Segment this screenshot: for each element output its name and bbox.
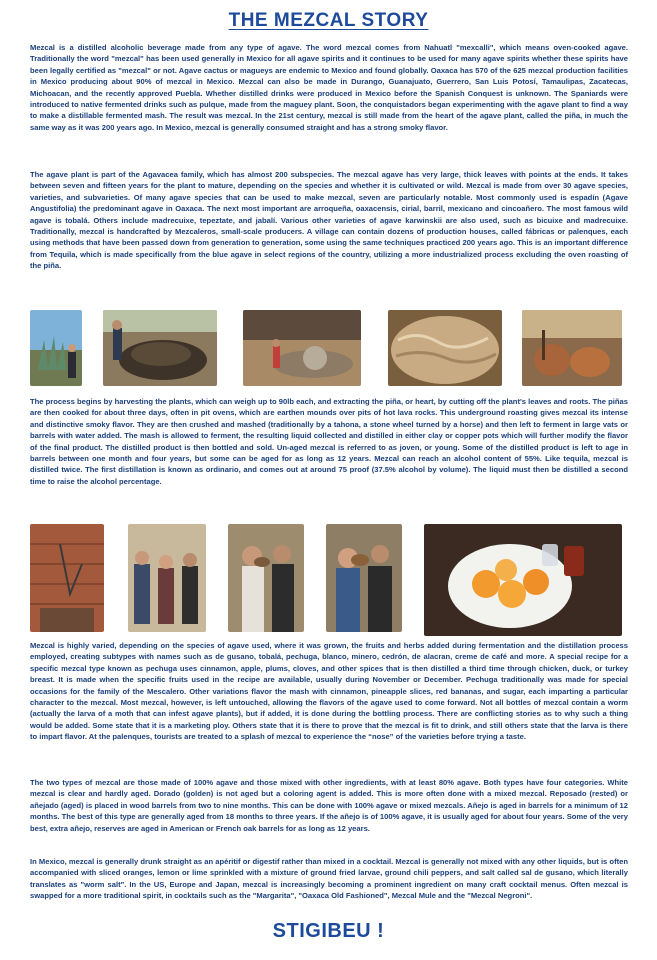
paragraph-types: The two types of mezcal are those made of 100% agave and those mixed with other ingredients, with at least 80% agave. Both types have four categories. White mezcal is clear and hardly aged. Dorado (golden) is not aged but a coloring agent is added. This is more often done with a mixed mezcal. Reposado (rested) or añejado (aged) is placed in wood barrels from two to nine months. This can be done with 100% agave or mixed mezcals. Añejo is aged in barrels for a minimum of 12 months. The best of this type are generally aged from 18 months to three years. If the añejo is of 100% agave, it is usually aged for about four years. Some of the very best, extra añejo, reserves are aged in American or French oak barrels for as long as 12 years. bbox=[30, 778, 628, 833]
paragraph-serving: In Mexico, mezcal is generally drunk straight as an apéritif or digestif rather than mixed in a cocktail. Mezcal is generally not mixed with any other liquids, but is often accompanied with sliced oranges, lemon or lime sprinkled with a mixture of ground fried larvae, ground chili peppers, and salt called sal de gusano, which literally translates as "worm salt". In the US, Europe and Japan, mezcal is increasingly becoming a prominent ingredient on many craft cocktail menus. Often mezcal is swapped for a more traditional spirit, in cocktails such as the "Margarita", "Oaxaca Old Fashioned", Mezcal Mule and the "Mezcal Negroni". bbox=[30, 857, 628, 901]
photo-orange-plate bbox=[424, 524, 622, 636]
paragraph-intro: Mezcal is a distilled alcoholic beverage made from any type of agave. The word mezcal comes from Nahuatl "mexcalli", which means oven-cooked agave. Traditionally the word "mezcal" has been used generally in Mexico for all agave spirits and it continues to be used for many agave spirits whether these spirits have been legally certified as "mezcal" or not. Agave cactus or magueys are endemic to Mexico and found globally. Oaxaca has 570 of the 625 mezcal production facilities in Mexico producing about 90% of mezcal in Mexico. Mezcal can also be made in Durango, Guanajuato, Guerrero, San Luis Potosí, Tamaulipas, Zacatecas, Michoacan, and the recently approved Puebla. Whether distilled drinks were produced in Mexico before the Spanish Conquest is unknown. The Spaniards were introduced to native fermented drinks such as pulque, made from the maguey plant. Soon, the conquistadors began experimenting with the agave plant to find a way to make a distillable fermented mash. The result was mezcal. In the 21st century, mezcal is still made from the heart of the agave plant, called the piña, in much the same way as it was 200 years ago. In Mexico, mezcal is generally consumed straight and has a strong smoky flavor. bbox=[30, 43, 628, 132]
photo-tasting-cup bbox=[228, 524, 304, 632]
photo-clay-pots bbox=[522, 310, 622, 386]
photo-stills bbox=[30, 524, 104, 632]
photo-drinking-gourd bbox=[326, 524, 402, 632]
photo-agave-field bbox=[30, 310, 82, 386]
page-title: THE MEZCAL STORY bbox=[228, 10, 429, 31]
photo-pit-oven bbox=[103, 310, 217, 386]
paragraph-varieties: Mezcal is highly varied, depending on the species of agave used, where it was grown, the fruits and herbs added during fermentation and the distillation process employed, creating subtypes with names such as de gusano, tobalá, pechuga, blanco, minero, cedrón, de alacran, creme de café and more. A special recipe for a specific mezcal type known as pechuga uses cinnamon, apple, plums, cloves, and other spices that is then distilled a third time through chicken, duck, or turkey breast. It is made when the specific fruits used in the recipe are available, usually during November or December. Pechuga traditionally was made for special occasions for the family of the Mescalero. Other variations flavor the mash with cinnamon, pineapple slices, red bananas, and sugar, each imparting a particular character to the mezcal. Most mezcal, however, is left untouched, allowing the flavors of the agave used to come forward. Not all bottles of mezcal contain a worm (actually the larva of a moth that can infest agave plants), but if added, it is done during the bottling process. There are conflicting stories as to why such a thing would be added. Some state that it is a marketing ploy. Others state that it is there to prove that the mezcal is fit to drink, and still others state that the larva is there to impart flavor. At the palenques, tourists are treated to a splash of mezcal to experience the “nose” of the varieties before trying a taste. bbox=[30, 641, 628, 742]
paragraph-process: The process begins by harvesting the plants, which can weigh up to 90lb each, and extracting the piña, or heart, by cutting off the plant's leaves and roots. The piñas are then cooked for about three days, often in pit ovens, which are earthen mounds over pits of hot lava rocks. This underground roasting gives mezcal its intense and distinctive smoky flavor. They are then crushed and mashed (traditionally by a tahona, a stone wheel turned by a horse) and then left to ferment in large vats or barrels with water added. The mash is allowed to ferment, the resulting liquid collected and distilled in either clay or copper pots which will further modify the flavor of the final product. The distilled product is then bottled and sold. Un-aged mezcal is referred to as joven, or young. Some of the distilled product is left to age in barrels between one month and four years, but some can be aged for as long as 12 years. Mezcal can reach an alcohol content of 55%. Like tequila, mezcal is distilled twice. The first distillation is known as ordinario, and comes out at around 75 proof (37.5% alcohol by volume). The liquid must then be distilled a second time to raise the alcohol percentage. bbox=[30, 397, 628, 486]
photo-tahona-mill bbox=[243, 310, 361, 386]
photo-fermenting-mash bbox=[388, 310, 502, 386]
paragraph-agave: The agave plant is part of the Agavacea family, which has almost 200 subspecies. The mezcal agave has very large, thick leaves with points at the ends. It takes between seven and fifteen years for the plant to mature, depending on the species and whether it is cultivated or wild. Mezcal is made from over 30 agave species, varieties, and subvarieties. Of many agave species that can be used to make mezcal, seven are particularly notable. Most commonly used is espadín (Agave Angustifolia) the predominant agave in Oaxaca. The next most important are arroqueña, oaxacensis, cirial, barril, mexicano and cincoañero. The most famous wild agave is tobalá. Others include madrecuixe, tepeztate, and jabalí. Various other varieties of agave karwinskii are also used, such as bicuixe and madrecuixe. Traditionally, mezcal is handcrafted by Mezcaleros, small-scale producers. A village can contain dozens of production houses, called fábricas or palenques, each using methods that have been passed down from generation to generation, some using the same techniques practiced 200 years ago. This is an important difference from Tequila, which is made specifically from the blue agave in select regions of the country, utilizing a more industrialized process excluding the oven roasting of the piña. bbox=[30, 170, 628, 271]
photo-tasting-group bbox=[128, 524, 206, 632]
signoff: STIGIBEU ! bbox=[272, 920, 385, 942]
